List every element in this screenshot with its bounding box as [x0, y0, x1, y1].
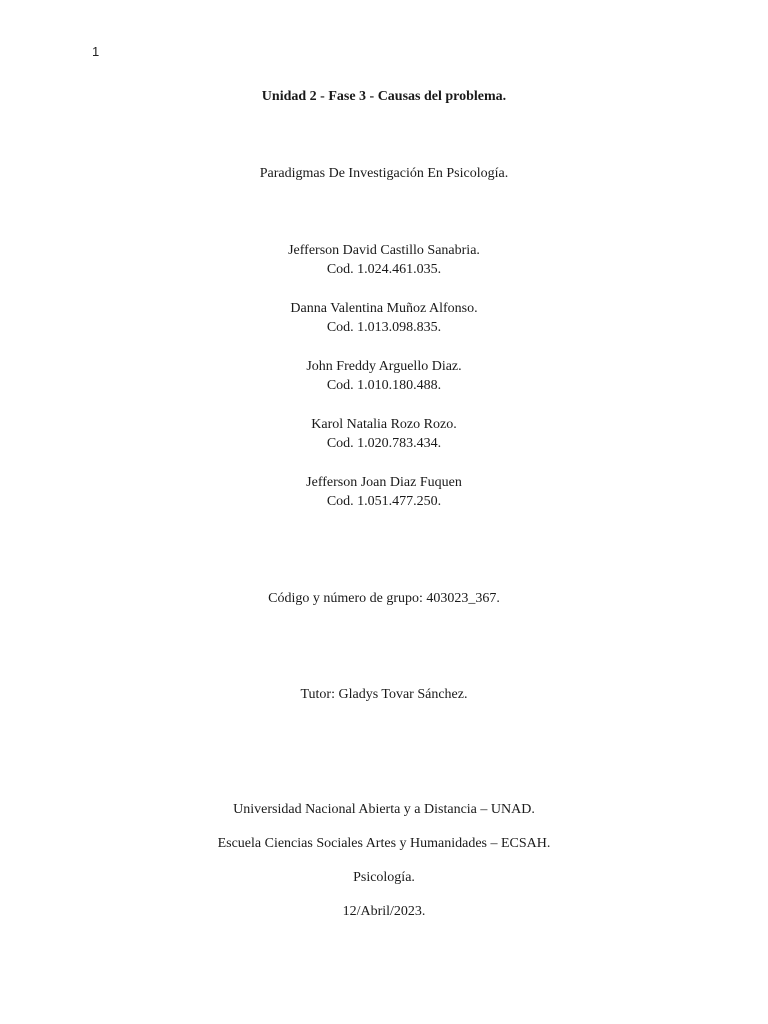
- document-title: Unidad 2 - Fase 3 - Causas del problema.: [261, 89, 507, 104]
- author-code: Cod. 1.013.098.835.: [326, 320, 442, 335]
- program-name: Psicología.: [353, 870, 415, 885]
- author-name: Danna Valentina Muñoz Alfonso.: [290, 301, 478, 316]
- tutor-name: Tutor: Gladys Tovar Sánchez.: [300, 687, 468, 702]
- university-name: Universidad Nacional Abierta y a Distancia – UNAD.: [233, 802, 535, 817]
- school-name: Escuela Ciencias Sociales Artes y Humanidades – ECSAH.: [217, 836, 551, 851]
- document-date: 12/Abril/2023.: [342, 904, 426, 919]
- author-code: Cod. 1.010.180.488.: [326, 378, 442, 393]
- author-code: Cod. 1.020.783.434.: [326, 436, 442, 451]
- author-name: John Freddy Arguello Diaz.: [306, 359, 462, 374]
- author-code: Cod. 1.051.477.250.: [326, 494, 442, 509]
- course-name: Paradigmas De Investigación En Psicología.: [259, 166, 509, 181]
- author-code: Cod. 1.024.461.035.: [326, 262, 442, 277]
- page-number: 1: [92, 44, 100, 59]
- author-name: Jefferson Joan Diaz Fuquen: [306, 475, 462, 490]
- group-code: Código y número de grupo: 403023_367.: [268, 591, 500, 606]
- author-name: Jefferson David Castillo Sanabria.: [288, 243, 480, 258]
- author-name: Karol Natalia Rozo Rozo.: [311, 417, 457, 432]
